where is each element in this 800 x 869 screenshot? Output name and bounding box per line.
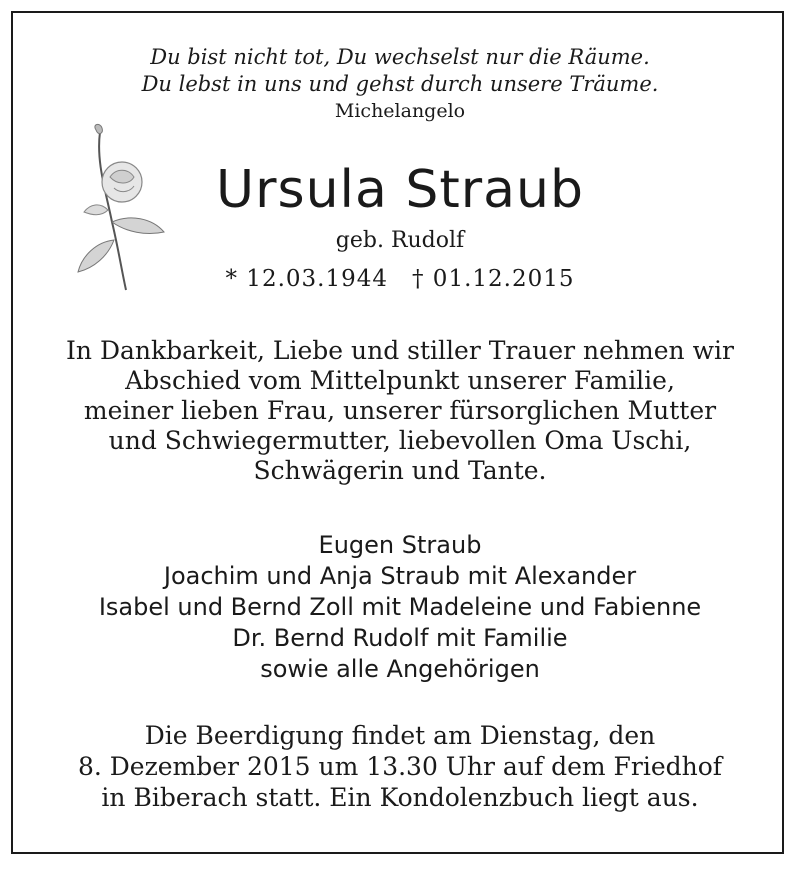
funeral-line: in Biberach statt. Ein Kondolenzbuch liegt aus. (101, 783, 699, 812)
mourner-line: Eugen Straub (318, 531, 482, 559)
message-line: und Schwiegermutter, liebevollen Oma Uschi, (108, 426, 692, 455)
funeral-line: 8. Dezember 2015 um 13.30 Uhr auf dem Friedhof (77, 752, 723, 781)
quote-block (0, 44, 800, 125)
message-block (0, 336, 800, 486)
mourner-line: Joachim und Anja Straub mit Alexander (163, 562, 637, 590)
birth-date: * 12.03.1944 (225, 266, 388, 292)
mourner-line: Isabel und Bernd Zoll mit Madeleine und Fabienne (98, 593, 702, 621)
funeral-info (0, 720, 800, 813)
funeral-line: Die Beerdigung findet am Dienstag, den (144, 721, 656, 750)
death-date: † 01.12.2015 (412, 266, 575, 292)
message-line: In Dankbarkeit, Liebe und stiller Trauer nehmen wir (66, 336, 734, 365)
message-line: Abschied vom Mittelpunkt unserer Familie, (125, 366, 675, 395)
life-dates (0, 266, 800, 292)
mourner-line: Dr. Bernd Rudolf mit Familie (232, 624, 568, 652)
quote-line: Du lebst in uns und gehst durch unsere Träume. (141, 72, 659, 96)
quote-line: Du bist nicht tot, Du wechselst nur die Räume. (150, 45, 650, 69)
mourners-block (0, 530, 800, 685)
mourner-line: sowie alle Angehörigen (260, 655, 540, 683)
message-line: Schwägerin und Tante. (253, 456, 547, 485)
message-line: meiner lieben Frau, unserer fürsorglichen Mutter (83, 396, 717, 425)
quote-author: Michelangelo (334, 100, 466, 122)
birth-name: geb. Rudolf (335, 228, 465, 253)
deceased-name: Ursula Straub (216, 160, 584, 220)
